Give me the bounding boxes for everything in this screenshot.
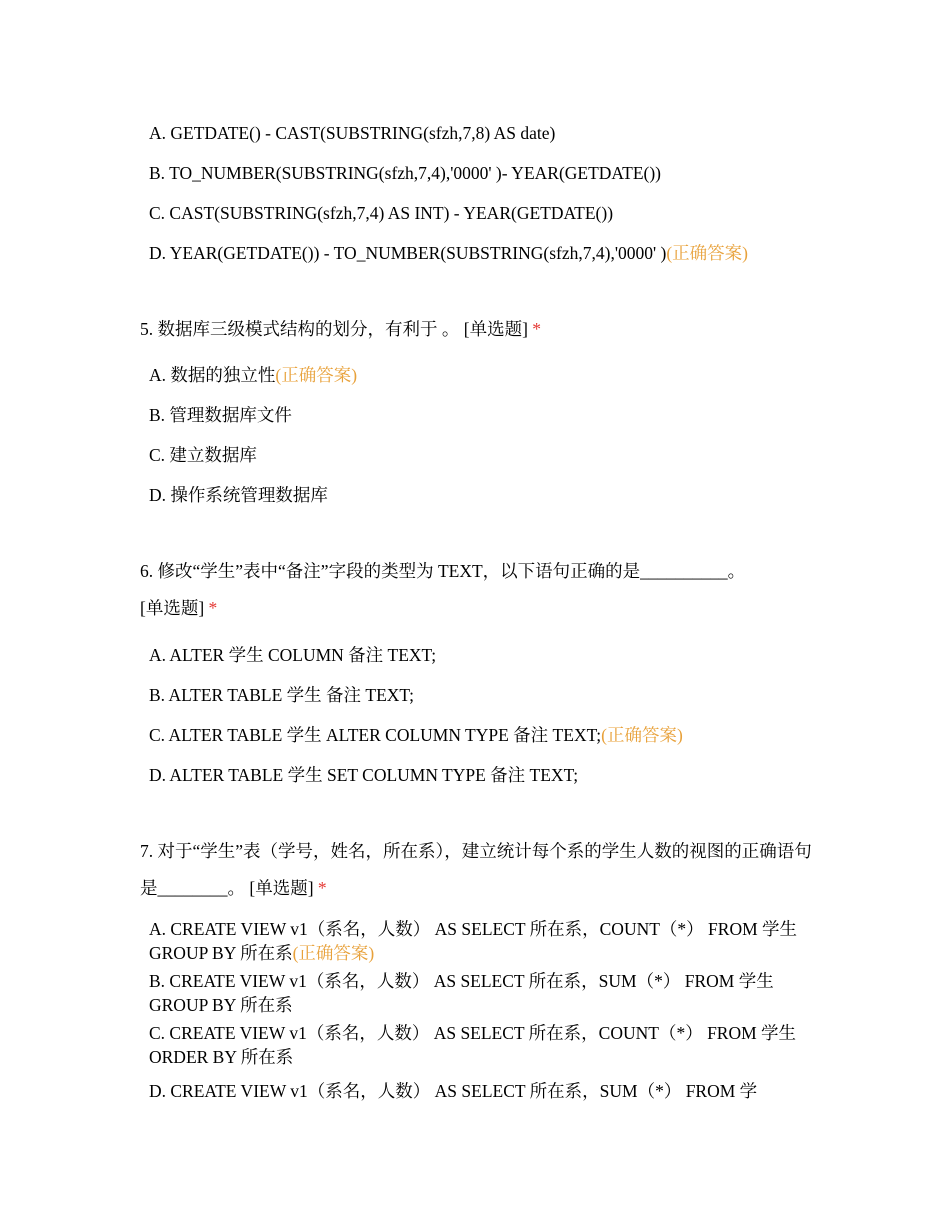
q6-option-b[interactable] <box>149 683 809 707</box>
option-text: A. GETDATE() - CAST(SUBSTRING(sfzh,7,8) AS date) <box>149 123 556 143</box>
q5-option-b[interactable] <box>149 403 809 427</box>
required-marker: * <box>317 878 327 898</box>
q4-option-d[interactable] <box>149 241 809 265</box>
q5-option-d[interactable] <box>149 483 809 507</box>
question-5-title <box>140 311 820 348</box>
q6-option-a[interactable] <box>149 643 809 667</box>
q6-option-d[interactable] <box>149 763 809 787</box>
correct-answer-marker: (正确答案) <box>601 725 683 745</box>
option-text: A. ALTER 学生 COLUMN 备注 TEXT; <box>149 645 437 665</box>
q4-option-c[interactable] <box>149 201 809 225</box>
option-text: B. ALTER TABLE 学生 备注 TEXT; <box>149 685 414 705</box>
question-text: 7. 对于“学生”表（学号，姓名，所在系），建立统计每个系的学生人数的视图的正确语句是________。 <box>140 841 812 898</box>
correct-answer-marker: (正确答案) <box>666 243 748 263</box>
q5-option-a[interactable] <box>149 363 809 387</box>
option-text: C. CAST(SUBSTRING(sfzh,7,4) AS INT) - YEAR(GETDATE()) <box>149 203 614 223</box>
q7-option-b[interactable] <box>149 969 804 1017</box>
option-text: A. CREATE VIEW v1（系名，人数） AS SELECT 所在系，COUNT（*） FROM 学生 GROUP BY 所在系 <box>149 919 798 963</box>
option-text: C. 建立数据库 <box>149 445 257 465</box>
question-text: 5. 数据库三级模式结构的划分，有利于 。 <box>140 319 460 339</box>
question-7-title <box>140 833 815 907</box>
option-text: B. 管理数据库文件 <box>149 405 292 425</box>
option-text: C. ALTER TABLE 学生 ALTER COLUMN TYPE 备注 TEXT; <box>149 725 602 745</box>
correct-answer-marker: (正确答案) <box>292 943 375 963</box>
q7-option-d[interactable] <box>149 1079 804 1103</box>
option-text: B. CREATE VIEW v1（系名，人数） AS SELECT 所在系，SUM（*） FROM 学生 GROUP BY 所在系 <box>149 971 774 1015</box>
option-text: A. 数据的独立性 <box>149 365 276 385</box>
question-type-tag: [单选题] <box>463 319 528 339</box>
q7-option-c[interactable] <box>149 1021 804 1069</box>
question-6-title <box>140 553 800 627</box>
correct-answer-marker: (正确答案) <box>275 365 358 385</box>
q4-option-b[interactable] <box>149 161 809 185</box>
required-marker: * <box>532 319 542 339</box>
q7-option-a[interactable] <box>149 917 804 965</box>
option-text: D. CREATE VIEW v1（系名，人数） AS SELECT 所在系，SUM（*） FROM 学 <box>149 1081 758 1101</box>
q4-option-a[interactable] <box>149 121 809 145</box>
question-type-tag: [单选题] <box>140 598 205 618</box>
q5-option-c[interactable] <box>149 443 809 467</box>
question-text: 6. 修改“学生”表中“备注”字段的类型为 TEXT，以下语句正确的是__________。 <box>140 561 746 581</box>
option-text: D. 操作系统管理数据库 <box>149 485 328 505</box>
q6-option-c[interactable] <box>149 723 809 747</box>
option-text: D. ALTER TABLE 学生 SET COLUMN TYPE 备注 TEXT; <box>149 765 579 785</box>
question-type-tag: [单选题] <box>249 878 314 898</box>
required-marker: * <box>208 598 218 618</box>
option-text: B. TO_NUMBER(SUBSTRING(sfzh,7,4),'0000' )- YEAR(GETDATE()) <box>149 163 661 183</box>
option-text: D. YEAR(GETDATE()) - TO_NUMBER(SUBSTRING(sfzh,7,4),'0000' ) <box>149 243 667 263</box>
option-text: C. CREATE VIEW v1（系名，人数） AS SELECT 所在系，COUNT（*） FROM 学生 ORDER BY 所在系 <box>149 1023 797 1067</box>
